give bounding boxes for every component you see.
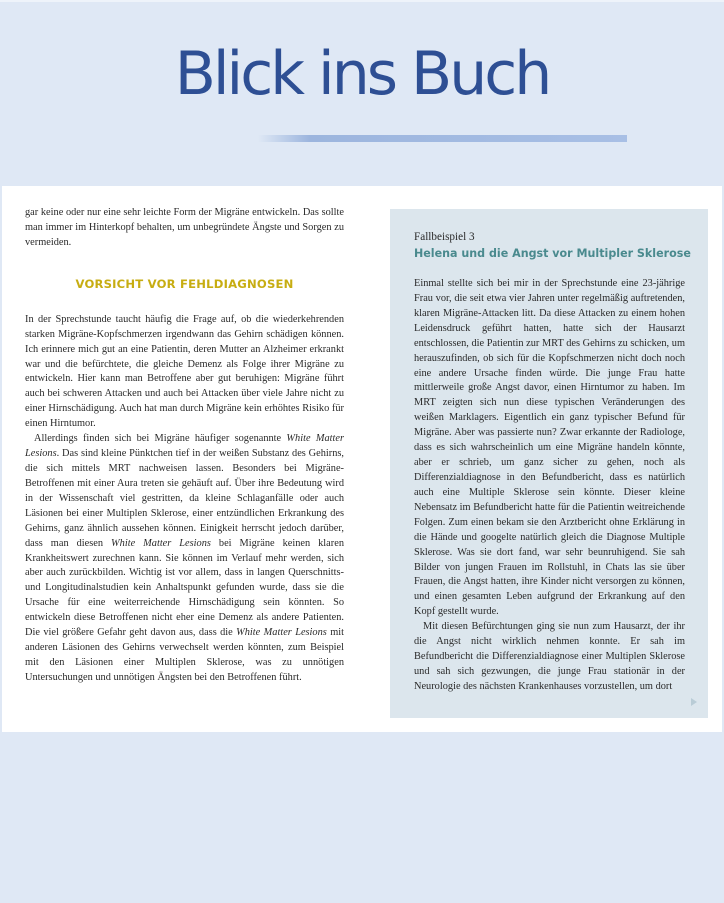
term-white-matter-lesions: White Matter Lesions (111, 537, 211, 549)
case-text (414, 277, 685, 695)
header-title: Blick ins Buch (174, 39, 550, 109)
case-example-box (390, 209, 708, 718)
case-label: Fallbeispiel 3 (414, 231, 475, 243)
paragraph-2-text-c: bei Migräne keinen klaren Krankheitswert zurechnen kann. Sie können im Verlauf mehr werden, sich aber auch zurückbilden. Wichtig ist vor allem, dass in langen Querschnitts- und Longitudinalstudien kein Anhaltspunkt gefunden wurde, dass sie die Ursache für eine weiterreichende Hirnschädigung sein könnten. So entwickeln diese Betroffenen nicht eher eine Demenz als andere Patienten. Die viel größere Gefahr geht davon aus, dass die (25, 537, 344, 639)
paragraph-2-text-a: Allerdings finden sich bei Migräne häufiger sogenannte (34, 433, 287, 445)
paragraph-2-text-b: . Das sind kleine Pünktchen tief in der weißen Substanz des Gehirns, die sich mittels MRT nachweisen lassen. Besonders bei Migräne-Betroffenen mit einer Aura treten sie gehäuft auf. Über ihre Bedeutung wird in der Wissenschaft viel gestritten, da kleine Schlaganfälle oder auch Läsionen bei einer Multiplen Sklerose, einer entzündlichen Erkrankung des Gehirns, ganz ähnlich aussehen können. Einigkeit herrscht jedoch darüber, dass man diesen (25, 448, 344, 549)
intro-paragraph: gar keine oder nur eine sehr leichte Form der Migräne entwickeln. Das sollte man immer im Hinterkopf behalten, um unbegründete Ängste und Sorgen zu vermeiden. (25, 207, 344, 248)
term-white-matter-lesions: White Matter Lesions (236, 627, 327, 639)
case-paragraph-1: Einmal stellte sich bei mir in der Sprechstunde eine 23-jährige Frau vor, die seit etwa vier Jahren unter regelmäßig auftretenden, klaren Migräne-Attacken litt. Da diese Attacken zu einem hohen Leidensdruck geführt hatten, hatte sich der Hausarzt entschlossen, die Patientin zur MRT des Gehirns zu schicken, um herauszufinden, ob sich für die Kopfschmerzen nicht doch noch eine andere Ursache finden würde. Die junge Frau hatte mittlerweile große Angst davor, einen Hirntumor zu haben. Im MRT zeigten sich nun diese typischen Veränderungen des weißen Marklagers. Eigentlich ein ganz typischer Befund für Migräne. Aber was passierte nun? Zwar erkannte der Radiologe, dass es sich wahrscheinlich um eine Migräne handeln könnte, aber er schrieb, um ganz sicher zu gehen, noch als Differenzialdiagnose in den Befundbericht, dass es natürlich auch eine Multiple Sklerose sein könnte. Dieser kleine Nebensatz im Befundbericht hatte für die Patientin weitreichende Folgen. Zum einen bekam sie den Arztbericht ohne Erklärung in die Hände und googelte natürlich gleich die Diagnose Multiple Sklerose. Was sie dort fand, war sehr beunruhigend. Sie sah Bilder von jungen Frauen im Rollstuhl, in Chats las sie über Frauen, die Angst hatten, ihre Kinder nicht versorgen zu können, und einen gesamten Leben aufgrund der Erkrankung auf den Kopf gestellt wurde. (414, 278, 685, 618)
header-decorative-rule (258, 135, 627, 142)
paragraph-2-text-d: mit anderen Läsionen des Gehirns verwechselt werden könnten, zum Beispiel mit den Läsionen einer Multiplen Sklerose, was zu unnötigen Untersuchungen und unnötigen Ängsten bei den Betroffenen führt. (25, 627, 344, 683)
body-paragraph-1: In der Sprechstunde taucht häufig die Frage auf, ob die wiederkehrenden starken Migräne-Kopfschmerzen irgendwann das Gehirn schädigen können. Ich erinnere mich gut an eine Patientin, deren Mutter an Alzheimer erkrankt war und die befürchtete, die gleiche Demenz als Folge ihrer Migräne zu entwickeln. Hier kann man Betroffene aber gut beruhigen: Migräne führt auch bei schweren Attacken und auch bei Attacken über viele Jahre nicht zu einer Hirnschädigung. Auch hat man durch Migräne kein erhöhtes Risiko für einen Hirntumor. (25, 313, 344, 430)
left-column (25, 206, 344, 686)
next-page-arrow-icon[interactable] (691, 698, 697, 706)
top-edge (0, 0, 724, 2)
section-heading: VORSICHT VOR FEHLDIAGNOSEN (75, 276, 294, 291)
book-page (2, 186, 722, 732)
body-paragraph-2 (25, 432, 344, 686)
case-title: Helena und die Angst vor Multipler Sklerose (414, 247, 691, 260)
case-paragraph-2: Mit diesen Befürchtungen ging sie nun zum Hausarzt, der ihr die Angst nicht wirklich nehmen konnte. Er sah im Befundbericht die Differenzialdiagnose einer Multiplen Sklerose und sah sich gezwungen, die junge Frau stationär in der Neurologie des nächsten Krankenhauses vorzustellen, um dort (414, 621, 685, 692)
term-white-matter-lesions: White Matter Lesions (25, 433, 344, 460)
